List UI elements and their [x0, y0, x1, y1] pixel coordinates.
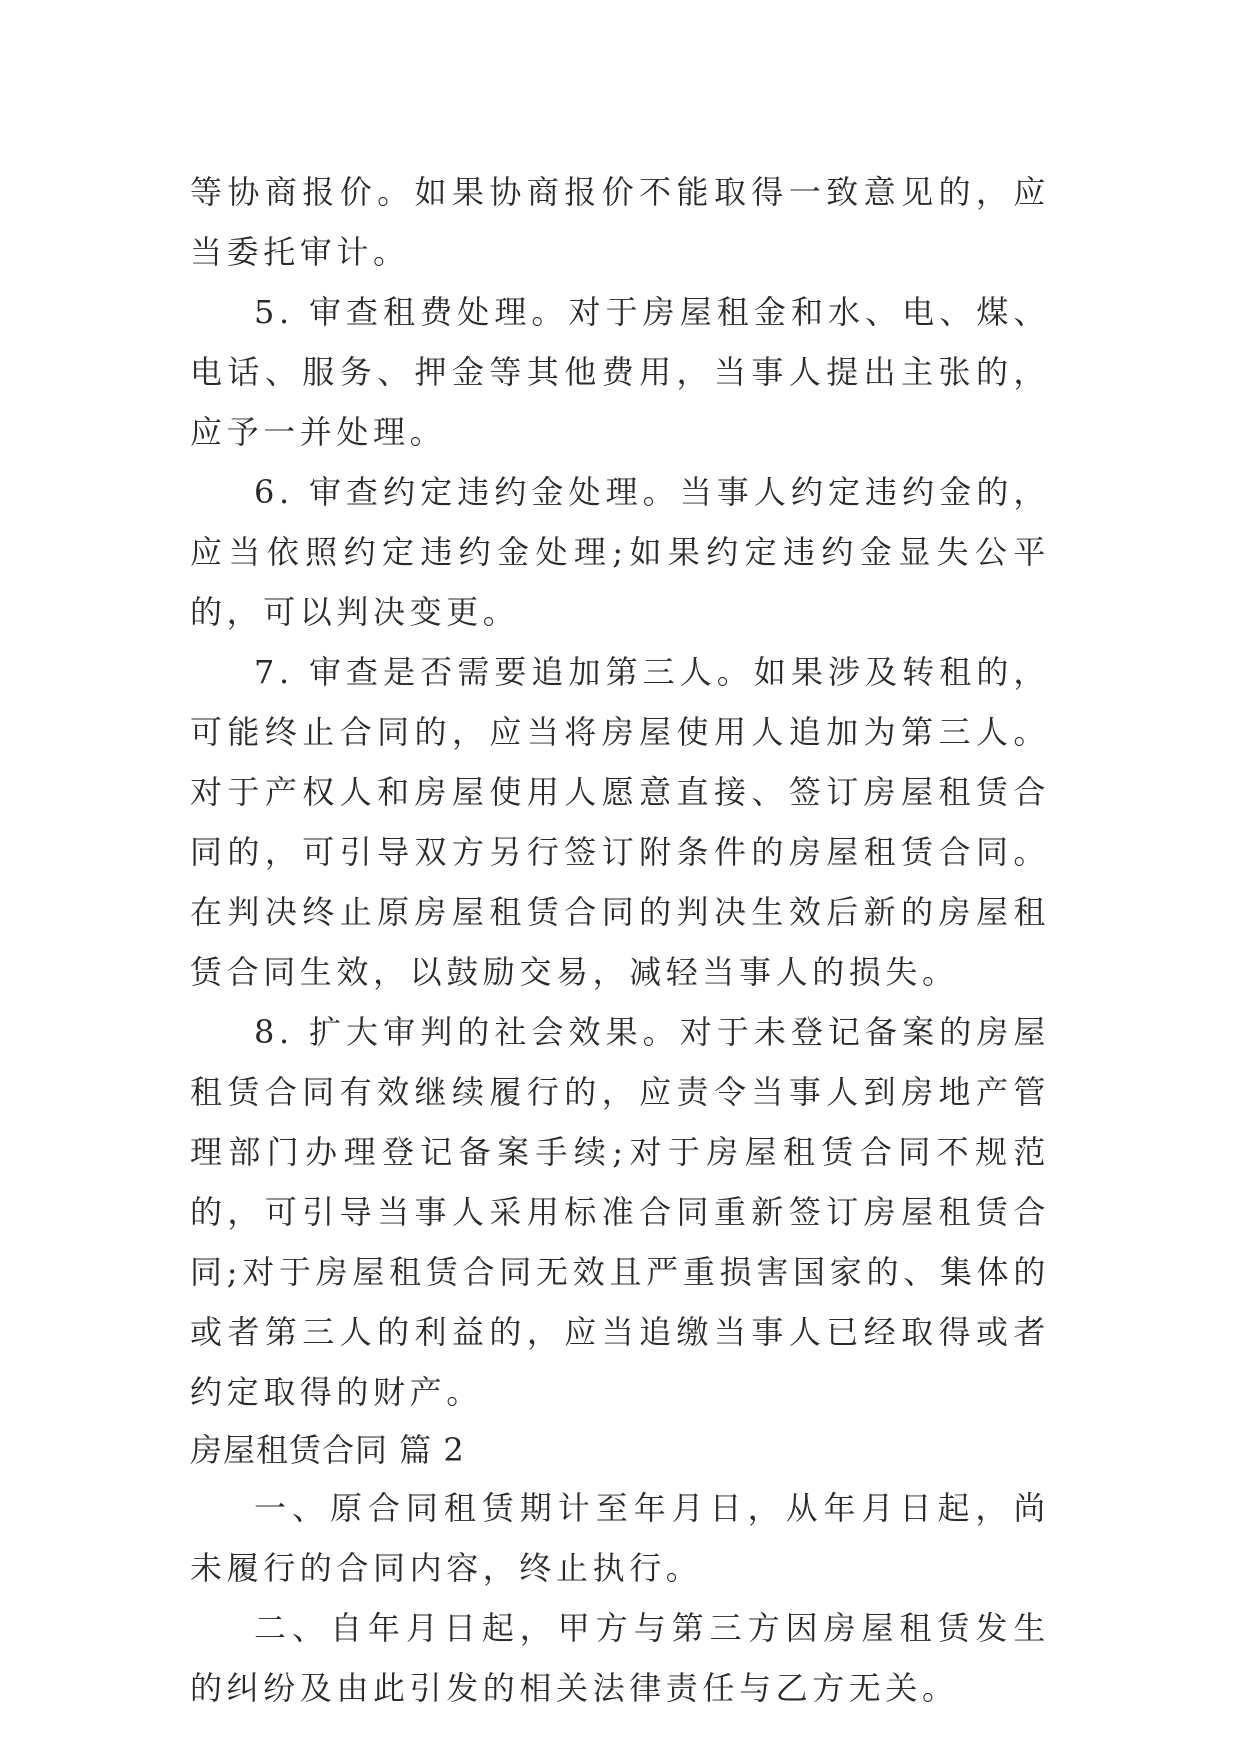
section-paragraph-1: 一、原合同租赁期计至年月日，从年月日起，尚未履行的合同内容，终止执行。	[190, 1489, 1050, 1587]
paragraph-item-8: 8. 扩大审判的社会效果。对于未登记备案的房屋租赁合同有效继续履行的，应责令当事人到房地产管理部门办理登记备案手续;对于房屋租赁合同不规范的，可引导当事人采用标准合同重新签订房屋租赁合同;对于房屋租赁合同无效且严重损害国家的、集体的或者第三人的利益的，应当追缴当事人已经取得或者约定取得的财产。	[190, 1013, 1050, 1411]
paragraph-item-6: 6. 审查约定违约金处理。当事人约定违约金的，应当依照约定违约金处理;如果约定违约金显失公平的，可以判决变更。	[190, 473, 1050, 631]
paragraph-item-7: 7. 审查是否需要追加第三人。如果涉及转租的，可能终止合同的，应当将房屋使用人追加为第三人。对于产权人和房屋使用人愿意直接、签订房屋租赁合同的，可引导双方另行签订附条件的房屋租赁合同。在判决终止原房屋租赁合同的判决生效后新的房屋租赁合同生效，以鼓励交易，减轻当事人的损失。	[190, 653, 1050, 991]
paragraph-item-5: 5. 审查租费处理。对于房屋租金和水、电、煤、电话、服务、押金等其他费用，当事人提出主张的，应予一并处理。	[190, 293, 1050, 451]
document-body	[190, 162, 1050, 1718]
section-paragraph-2: 二、自年月日起，甲方与第三方因房屋租赁发生的纠纷及由此引发的相关法律责任与乙方无关。	[190, 1609, 1050, 1707]
paragraph-continued: 等协商报价。如果协商报价不能取得一致意见的，应当委托审计。	[190, 173, 1050, 271]
section-heading: 房屋租赁合同 篇 2	[190, 1431, 465, 1469]
